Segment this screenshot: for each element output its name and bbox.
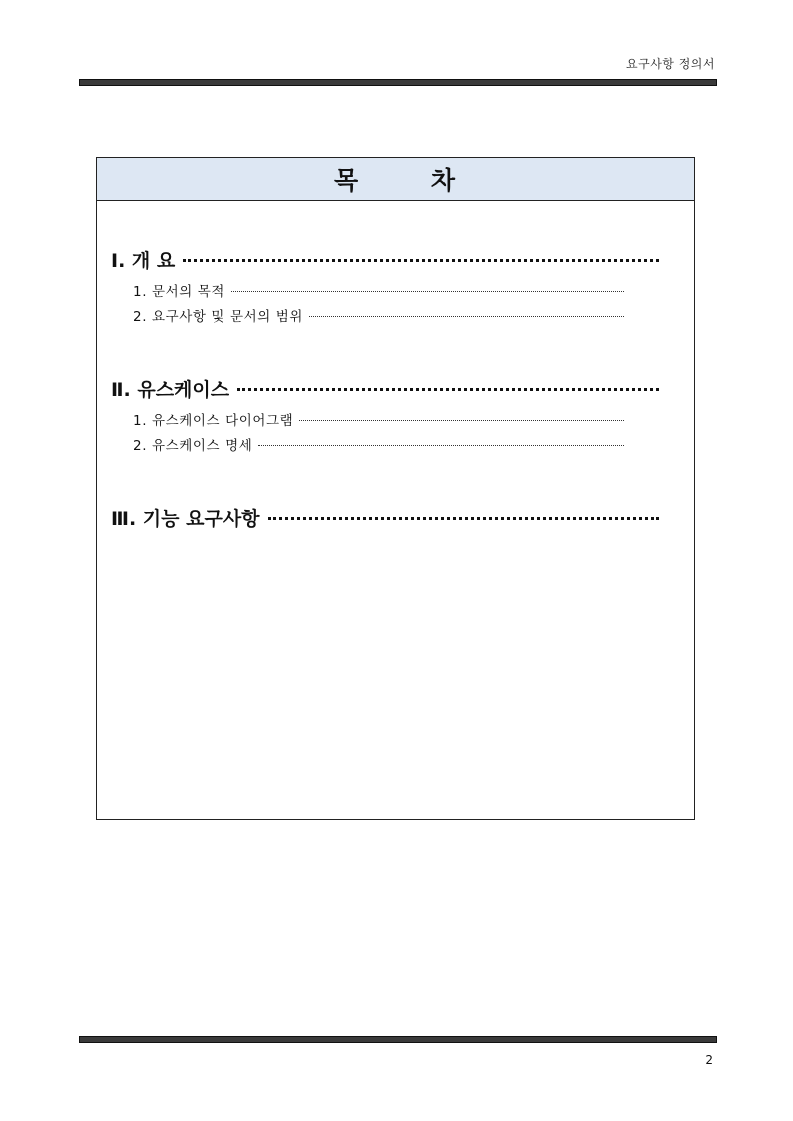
dot-leader (237, 388, 659, 391)
toc-item-label: 1. 문서의 목적 (133, 284, 226, 300)
toc-item-label: 2. 유스케이스 명세 (133, 438, 253, 454)
toc-item-label: 2. 요구사항 및 문서의 범위 (133, 309, 304, 325)
toc-section-2[interactable] (111, 375, 659, 402)
document-header-title: 요구사항 정의서 (626, 57, 715, 71)
toc-section-1[interactable] (111, 246, 659, 273)
toc-item[interactable] (133, 280, 624, 300)
toc-item[interactable] (133, 434, 624, 454)
dot-leader (309, 316, 624, 317)
toc-item[interactable] (133, 305, 624, 325)
dot-leader (299, 420, 624, 421)
table-of-contents (96, 157, 695, 820)
toc-title: 목 차 (333, 166, 457, 195)
toc-section-label: Ⅲ. 기능 요구사항 (111, 508, 260, 530)
dot-leader (183, 259, 659, 262)
dot-leader (258, 445, 624, 446)
toc-item-label: 1. 유스케이스 다이어그램 (133, 413, 294, 429)
toc-section-label: Ⅰ. 개 요 (111, 250, 176, 272)
toc-section-label: Ⅱ. 유스케이스 (111, 379, 230, 401)
footer-rule (79, 1036, 717, 1043)
toc-section-3[interactable] (111, 504, 659, 531)
dot-leader (231, 291, 624, 292)
toc-title-bar (97, 158, 694, 201)
dot-leader (268, 517, 659, 520)
toc-item[interactable] (133, 409, 624, 429)
page-number: 2 (705, 1053, 713, 1067)
header-rule (79, 79, 717, 86)
